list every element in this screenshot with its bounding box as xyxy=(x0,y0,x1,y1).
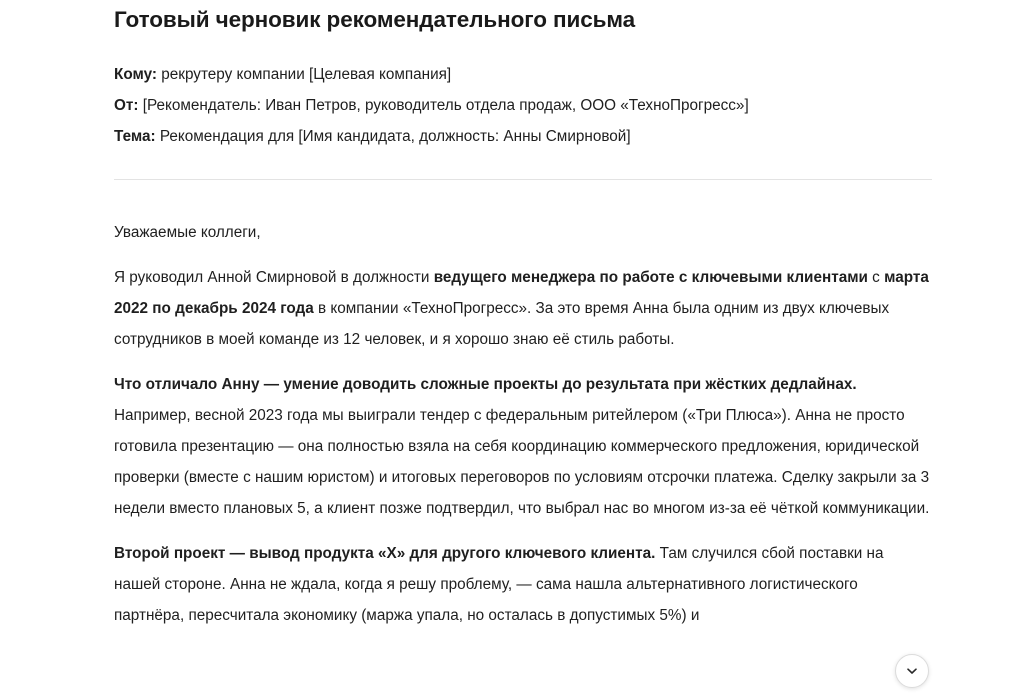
greeting: Уважаемые коллеги, xyxy=(114,224,261,241)
paragraph-second-project xyxy=(114,538,932,631)
meta-subject-value: Рекомендация для [Имя кандидата, должность: Анны Смирновой] xyxy=(155,128,631,145)
para1-bold-position: ведущего менеджера по работе с ключевыми клиентами xyxy=(433,269,868,286)
para1-text-3: в компании «ТехноПрогресс». За это время Анна была одним из двух ключевых сотрудников в моей команде из 12 человек, и я хорошо знаю её стиль работы. xyxy=(114,300,890,348)
meta-from-value: [Рекомендатель: Иван Петров, руководитель отдела продаж, ООО «ТехноПрогресс»] xyxy=(138,97,749,114)
scroll-down-button[interactable] xyxy=(895,654,929,688)
letter-document xyxy=(114,0,932,631)
meta-to-value: рекрутеру компании [Целевая компания] xyxy=(157,66,452,83)
meta-to-label: Кому: xyxy=(114,66,157,83)
page-title: Готовый черновик рекомендательного письма xyxy=(114,7,636,32)
meta-from xyxy=(114,90,932,121)
para2-bold-lead: Что отличало Анну — умение доводить сложные проекты до результата при жёстких дедлайнах. xyxy=(114,376,857,393)
para1-text-2: с xyxy=(867,269,885,286)
para2-text: Например, весной 2023 года мы выиграли тендер с федеральным ритейлером («Три Плюса»). Анна не просто готовила презентацию — она полностью взяла на себя координацию коммерческого предложения, юридической проверки (вместе с нашим юристом) и итоговых переговоров по условиям отсрочки платежа. Сделку закрыли за 3 недели вместо плановых 5, а клиент позже подтвердил, что выбрал нас во многом из-за её чёткой коммуникации. xyxy=(114,407,930,517)
para3-text: Там случился сбой поставки на нашей стороне. Анна не ждала, когда я решу проблему, — сама нашла альтернативного логистического партнёра, пересчитала экономику (маржа упала, но осталась в допустимых 5%) и xyxy=(114,545,884,624)
letter-body xyxy=(114,217,932,631)
meta-to xyxy=(114,59,932,90)
chevron-down-icon xyxy=(905,664,919,678)
meta-from-label: От: xyxy=(114,97,139,114)
meta-subject-label: Тема: xyxy=(114,128,156,145)
paragraph-intro xyxy=(114,262,932,355)
para1-text-1: Я руководил Анной Смирновой в должности xyxy=(114,269,434,286)
para1-bold-dates: марта 2022 по декабрь 2024 года xyxy=(114,269,929,317)
paragraph-deadlines xyxy=(114,369,932,524)
para3-bold-lead: Второй проект — вывод продукта «X» для другого ключевого клиента. xyxy=(114,545,656,562)
letter-meta xyxy=(114,59,932,152)
divider xyxy=(114,179,932,180)
meta-subject xyxy=(114,121,932,152)
